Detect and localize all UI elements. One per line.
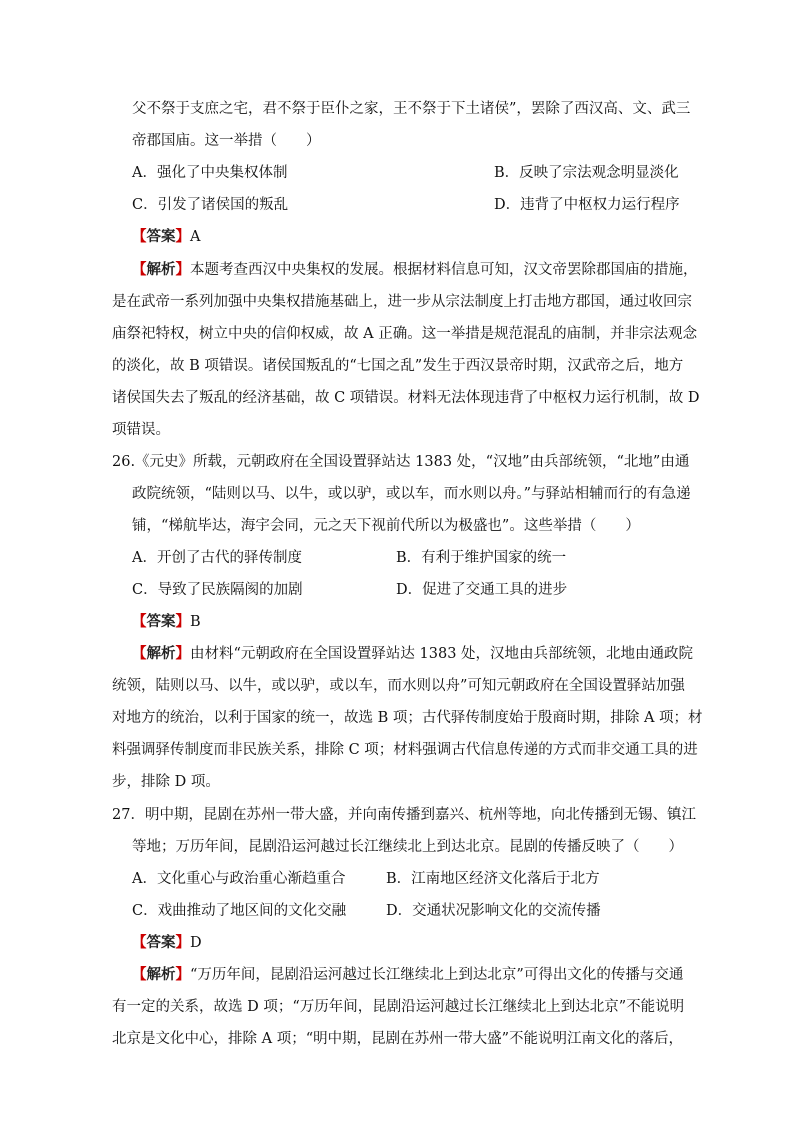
q25-stem-line-1: 父不祭于支庶之宅，君不祭于臣仆之家，王不祭于下土诸侯”，罢除了西汉高、文、武三: [132, 101, 691, 117]
q27-answer: [132, 933, 202, 953]
bracket-close: 】: [175, 645, 190, 662]
q25-analysis-line-2: 是在武帝一系列加强中央集权措施基础上，进一步从宗法制度上打击地方郡国，通过收回宗: [112, 294, 692, 310]
q25-option-a: A．强化了中央集权体制: [132, 165, 288, 181]
analysis-label: 解析: [146, 646, 176, 662]
q26-option-c: C．导致了民族隔阂的加剧: [132, 582, 303, 598]
answer-label: 答案: [146, 614, 176, 630]
bracket-close: 】: [175, 613, 190, 630]
q26-option-d: D．促进了交通工具的进步: [396, 582, 568, 598]
answer-value: A: [190, 229, 201, 245]
q26-analysis-line-1: [132, 644, 693, 664]
answer-value: B: [190, 614, 201, 630]
analysis-label: 解析: [146, 967, 176, 983]
bracket-close: 】: [175, 934, 190, 951]
q25-analysis-line-3: 庙祭祀特权，树立中央的信仰权威，故 A 正确。这一举措是规范混乱的庙制，并非宗法观念: [112, 326, 698, 342]
q25-option-c: C．引发了诸侯国的叛乱: [132, 197, 289, 213]
analysis-text: 本题考查西汉中央集权的发展。根据材料信息可知，汉文帝罢除郡国庙的措施，: [190, 262, 698, 278]
bracket-open: 【: [132, 645, 147, 662]
q27-stem-line-2: 等地；万历年间，昆剧沿运河越过长江继续北上到达北京。昆剧的传播反映了（ ）: [132, 839, 683, 855]
analysis-label: 解析: [146, 262, 176, 278]
q25-option-b: B．反映了宗法观念明显淡化: [494, 165, 679, 181]
q27-analysis-line-2: 有一定的关系，故选 D 项；“万历年间，昆剧沿运河越过长江继续北上到达北京”不能说明: [112, 999, 685, 1015]
bracket-close: 】: [175, 228, 190, 245]
bracket-open: 【: [132, 261, 147, 278]
bracket-open: 【: [132, 228, 147, 245]
answer-label: 答案: [146, 935, 176, 951]
q26-answer: [132, 612, 201, 632]
q27-option-a: A．文化重心与政治重心渐趋重合: [132, 871, 346, 887]
q27-option-d: D．交通状况影响文化的交流传播: [386, 903, 601, 919]
q26-stem-line-2: 政院统领，“陆则以马、以牛，或以驴，或以车，而水则以舟。”与驿站相辅而行的有急递: [132, 486, 691, 502]
q25-answer: [132, 227, 200, 247]
q27-stem-line-1: 27．明中期，昆剧在苏州一带大盛，并向南传播到嘉兴、杭州等地，向北传播到无锡、镇江: [112, 807, 696, 823]
q27-option-c: C．戏曲推动了地区间的文化交融: [132, 903, 347, 919]
q27-analysis-line-3: 北京是文化中心，排除 A 项；“明中期，昆剧在苏州一带大盛”不能说明江南文化的落后，: [112, 1031, 684, 1047]
q25-analysis-line-1: [132, 260, 698, 280]
analysis-text: 由材料“元朝政府在全国设置驿站达 1383 处，汉地由兵部统领，北地由通政院: [190, 646, 694, 662]
q27-option-b: B．江南地区经济文化落后于北方: [386, 871, 600, 887]
q25-stem-line-2: 帝郡国庙。这一举措（ ）: [132, 133, 321, 149]
answer-value: D: [190, 935, 202, 951]
q27-analysis-line-1: [132, 965, 683, 985]
answer-label: 答案: [146, 229, 176, 245]
bracket-close: 】: [175, 966, 190, 983]
q25-analysis-line-6: 项错误。: [112, 422, 170, 438]
q26-stem-line-3: 铺，“梯航毕达，海宇会同，元之天下视前代所以为极盛也”。这些举措（ ）: [132, 518, 640, 534]
analysis-text: “万历年间，昆剧沿运河越过长江继续北上到达北京”可得出文化的传播与交通: [190, 967, 684, 983]
q25-option-d: D．违背了中枢权力运行程序: [494, 197, 680, 213]
q26-stem-line-1: 26.《元史》所载，元朝政府在全国设置驿站达 1383 处，“汉地”由兵部统领，“北地”由通: [112, 454, 690, 470]
q25-analysis-line-4: 的淡化，故 B 项错误。诸侯国叛乱的“七国之乱”发生于西汉景帝时期，汉武帝之后，地方: [112, 358, 684, 374]
q26-analysis-line-2: 统领，陆则以马、以牛，或以驴，或以车，而水则以舟”可知元朝政府在全国设置驿站加强: [112, 678, 685, 694]
q26-option-b: B．有利于维护国家的统一: [396, 550, 567, 566]
bracket-open: 【: [132, 934, 147, 951]
bracket-close: 】: [175, 261, 190, 278]
q25-analysis-line-5: 诸侯国失去了叛乱的经济基础，故 C 项错误。材料无法体现违背了中枢权力运行机制，故 D: [112, 390, 700, 406]
q26-option-a: A．开创了古代的驿传制度: [132, 550, 302, 566]
q26-analysis-line-3: 对地方的统治，以利于国家的统一，故选 B 项；古代驿传制度始于殷商时期，排除 A 项；材: [112, 710, 703, 726]
q26-analysis-line-4: 料强调驿传制度而非民族关系，排除 C 项；材料强调古代信息传递的方式而非交通工具的进: [112, 742, 698, 758]
bracket-open: 【: [132, 613, 147, 630]
q26-analysis-line-5: 步，排除 D 项。: [112, 774, 220, 790]
bracket-open: 【: [132, 966, 147, 983]
